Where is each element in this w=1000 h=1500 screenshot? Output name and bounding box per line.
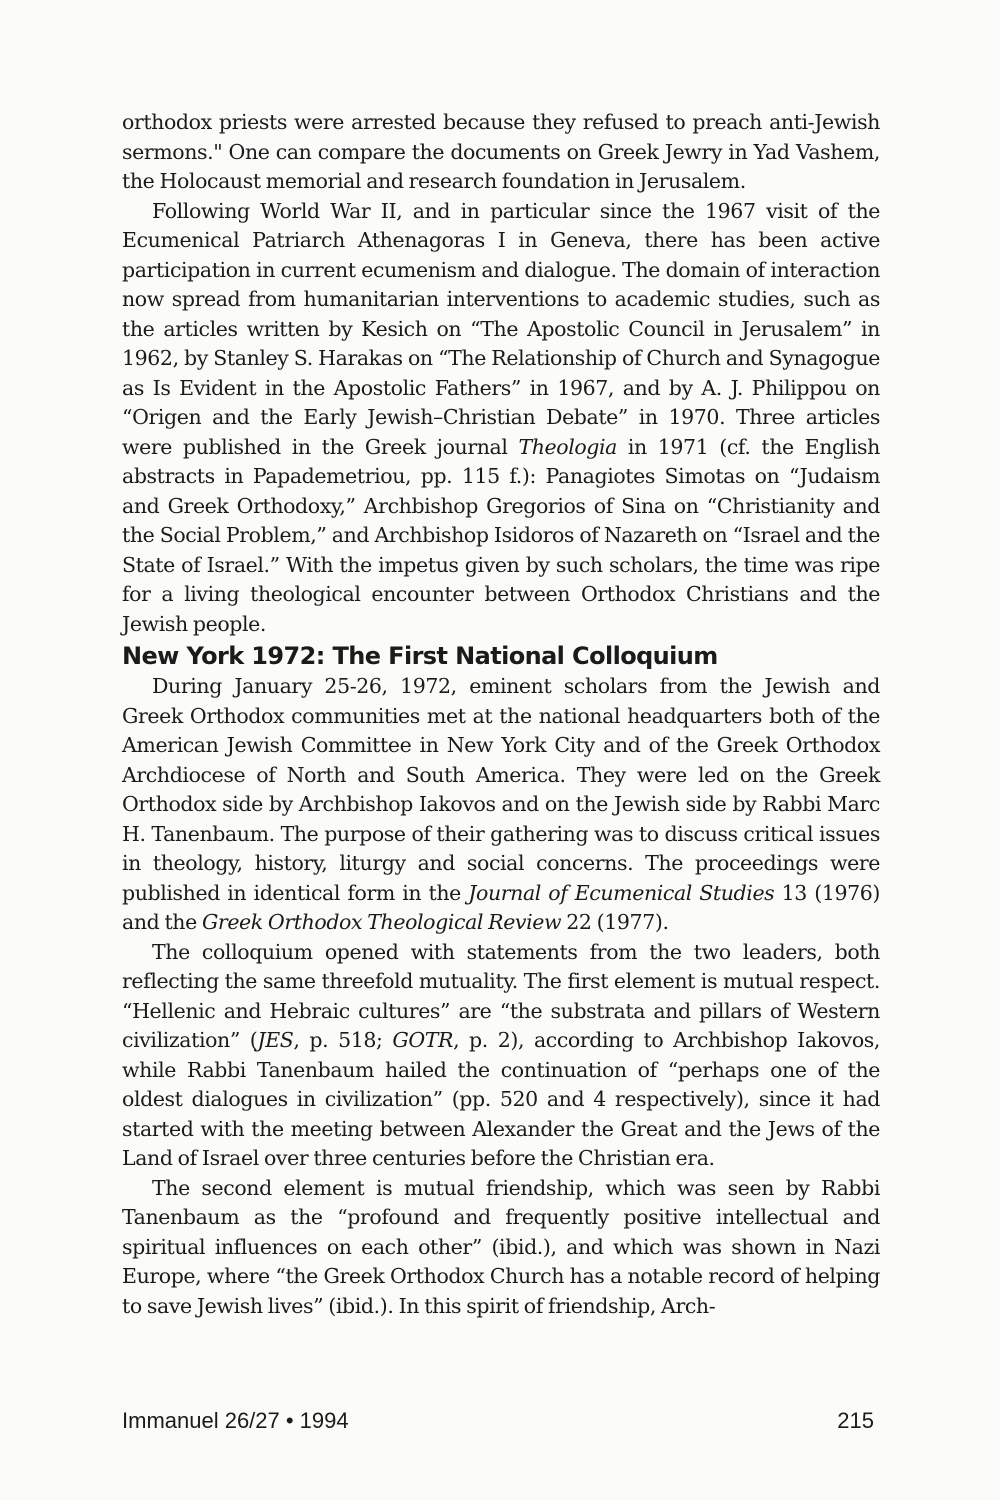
- page-body: [122, 108, 880, 1321]
- journal-title-theologia: Theologia: [518, 434, 617, 459]
- page-number: 215: [837, 1408, 874, 1433]
- journal-title-gotr: Greek Orthodox Theological Review: [201, 910, 562, 934]
- paragraph-1: orthodox priests were arrested because they refused to preach anti-Jewish sermons." One can compare the documents on Greek Jewry in Yad Vashem, the Holocaust memorial and research foundation in Jerusalem.: [122, 110, 880, 193]
- paragraph-4: The colloquium opened with statements from the two leaders, both reflecting the same threefold mutuality. The first element is mutual respect. “Hellenic and Hebraic cultures” are “the substrata and pillars of Western civilization” (JES, p. 518; GOTR, p. 2), according to Archbishop Iakovos, while Rabbi Tanenbaum hailed the continuation of “perhaps one of the oldest dialogues in civilization” (pp. 520 and 4 respectively), since it had started with the meeting between Alexander the Great and the Jews of the Land of Israel over three centuries before the Christian era.: [122, 939, 880, 1170]
- footer-journal: Immanuel 26/27 • 1994: [122, 1408, 349, 1433]
- abbrev-jes: JES: [257, 1028, 294, 1052]
- page-footer: [122, 1408, 874, 1434]
- abbrev-gotr: GOTR: [392, 1028, 454, 1052]
- paragraph-3: During January 25-26, 1972, eminent scholars from the Jewish and Greek Orthodox communities met at the national headquarters both of the American Jewish Committee in New York City and of the Greek Orthodox Archdiocese of North and South America. They were led on the Greek Orthodox side by Archbishop Iakovos and on the Jewish side by Rabbi Marc H. Tanenbaum. The purpose of their gathering was to discuss critical issues in theology, history, liturgy and social concerns. The proceedings were published in identical form in the Journal of Ecumenical Studies 13 (1976) and the Greek Orthodox Theological Review 22 (1977).: [122, 674, 880, 934]
- journal-title-jes: Journal of Ecumenical Studies: [468, 880, 775, 905]
- paragraph-5: The second element is mutual friendship, which was seen by Rabbi Tanenbaum as the “profound and frequently positive intellectual and spiritual influences on each other” (ibid.), and which was shown in Nazi Europe, where “the Greek Orthodox Church has a notable record of helping to save Jewish lives” (ibid.). In this spirit of friendship, Arch-: [122, 1175, 880, 1318]
- section-heading: New York 1972: The First National Colloquium: [122, 642, 718, 670]
- paragraph-2: Following World War II, and in particular since the 1967 visit of the Ecumenical Patriarch Athenagoras I in Geneva, there has been active participation in current ecumenism and dialogue. The domain of interaction now spread from humanitarian interventions to academic studies, such as the articles written by Kesich on “The Apostolic Council in Jerusalem” in 1962, by Stanley S. Harakas on “The Relationship of Church and Synagogue as Is Evident in the Apostolic Fathers” in 1967, and by A. J. Philippou on “Origen and the Early Jewish–Christian Debate” in 1970. Three articles were published in the Greek journal Theologia in 1971 (cf. the English abstracts in Papademetriou, pp. 115 f.): Panagiotes Simotas on “Judaism and Greek Orthodoxy,” Archbishop Gregorios of Sina on “Christianity and the Social Problem,” and Archbishop Isidoros of Nazareth on “Israel and the State of Israel.” With the impetus given by such scholars, the time was ripe for a living theological encounter between Orthodox Christians and the Jewish people.: [122, 198, 880, 636]
